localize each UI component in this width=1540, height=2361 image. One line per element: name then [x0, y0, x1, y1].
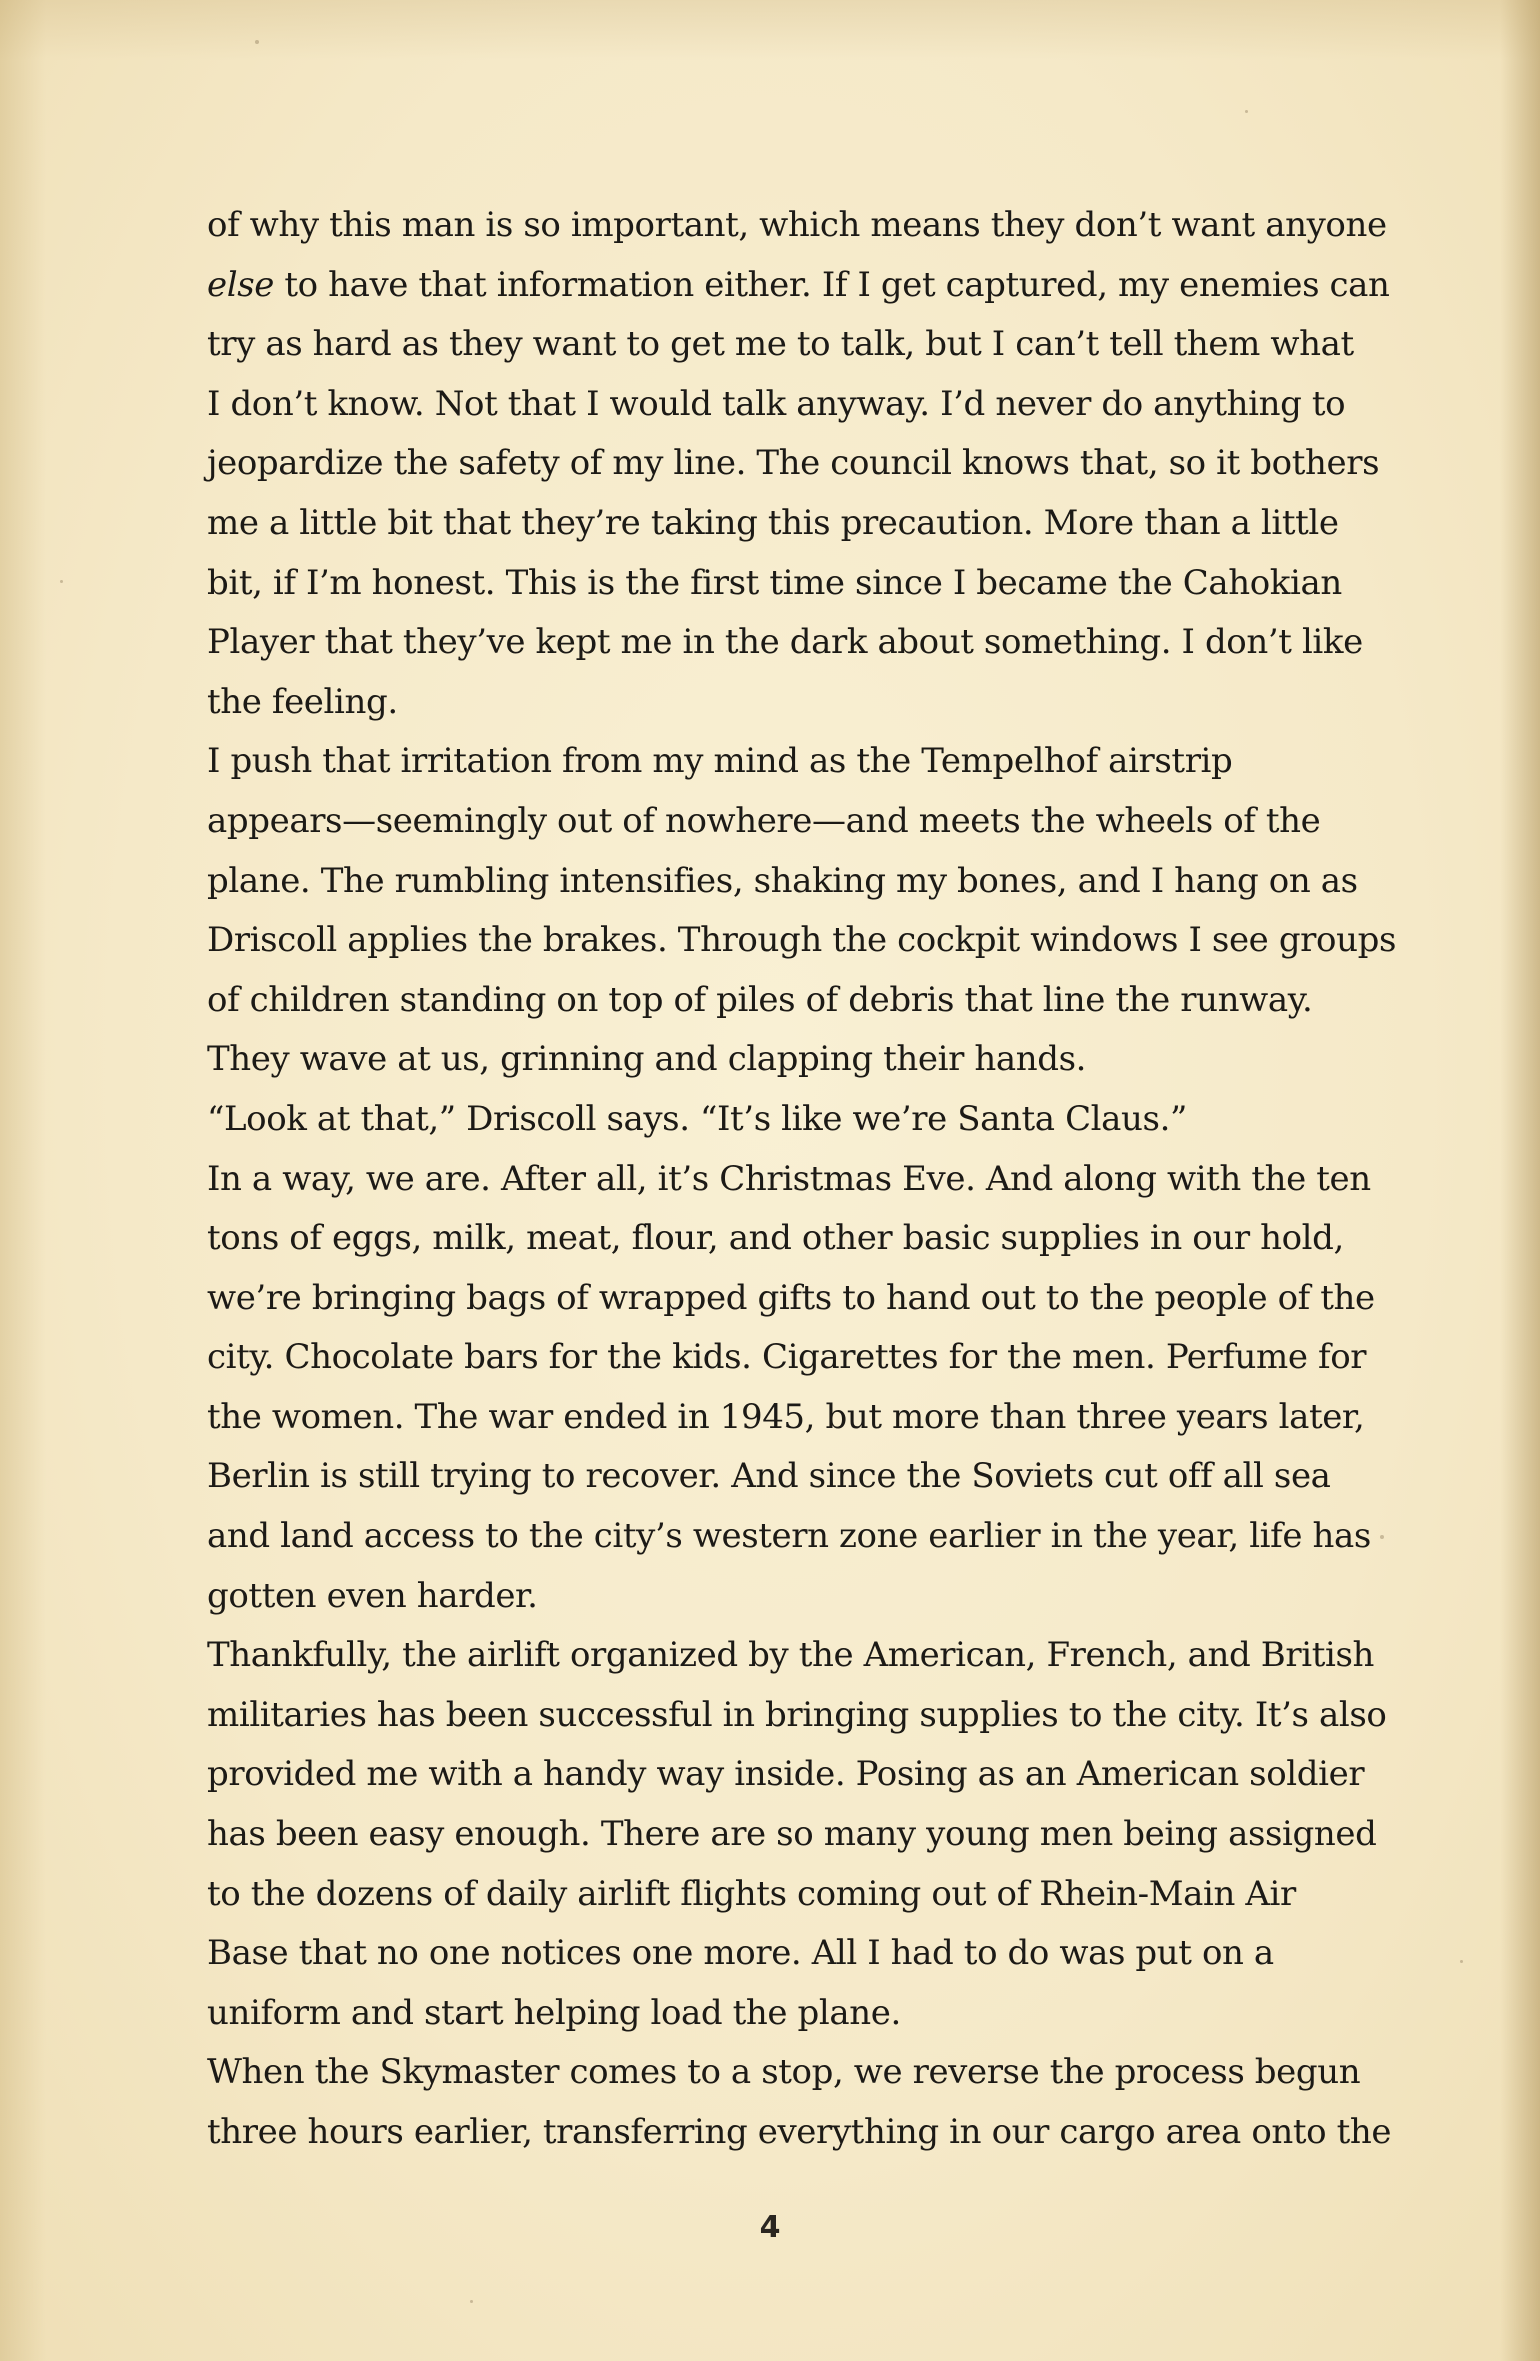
text-line: militaries has been successful in bringing supplies to the city. It’s also — [207, 1694, 1387, 1735]
text-line: uniform and start helping load the plane. — [207, 1992, 901, 2033]
page-shadow-top — [0, 0, 1540, 60]
paper-speck — [1460, 1960, 1463, 1963]
text-line: jeopardize the safety of my line. The council knows that, so it bothers — [207, 443, 1380, 484]
page-shadow-left — [0, 0, 46, 2361]
text-line: Thankfully, the airlift organized by the American, French, and British — [207, 1635, 1374, 1676]
text-line: provided me with a handy way inside. Posing as an American soldier — [207, 1754, 1365, 1795]
text-line: try as hard as they want to get me to talk, but I can’t tell them what — [207, 324, 1354, 365]
text-line: tons of eggs, milk, meat, flour, and other basic supplies in our hold, — [207, 1218, 1344, 1259]
line-text: to have that information either. If I get captured, my enemies can — [273, 264, 1390, 305]
text-line: They wave at us, grinning and clapping their hands. — [207, 1039, 1087, 1080]
text-line: bit, if I’m honest. This is the first time since I became the Cahokian — [207, 562, 1342, 603]
text-line: Driscoll applies the brakes. Through the cockpit windows I see groups — [207, 920, 1397, 961]
text-line: Base that no one notices one more. All I had to do was put on a — [207, 1933, 1274, 1974]
text-line: three hours earlier, transferring everything in our cargo area onto the — [207, 2112, 1392, 2152]
text-line: to the dozens of daily airlift flights coming out of Rhein-Main Air — [207, 1873, 1296, 1914]
text-line: appears—seemingly out of nowhere—and meets the wheels of the — [207, 800, 1321, 841]
text-line: In a way, we are. After all, it’s Christmas Eve. And along with the ten — [207, 1158, 1371, 1199]
body-text — [207, 196, 1407, 2163]
text-line: the women. The war ended in 1945, but more than three years later, — [207, 1396, 1365, 1437]
text-line: plane. The rumbling intensifies, shaking my bones, and I hang on as — [207, 860, 1358, 901]
page-number: 4 — [759, 2210, 781, 2245]
text-line: gotten even harder. — [207, 1575, 538, 1616]
text-line: I push that irritation from my mind as the Tempelhof airstrip — [207, 741, 1233, 782]
text-line: city. Chocolate bars for the kids. Cigarettes for the men. Perfume for — [207, 1337, 1367, 1378]
text-line: of why this man is so important, which means they don’t want anyone — [207, 205, 1387, 245]
text-line: “Look at that,” Driscoll says. “It’s like we’re Santa Claus.” — [207, 1098, 1187, 1139]
text-line: I don’t know. Not that I would talk anyway. I’d never do anything to — [207, 383, 1346, 424]
paper-speck — [470, 2300, 473, 2303]
text-line: we’re bringing bags of wrapped gifts to hand out to the people of the — [207, 1277, 1375, 1318]
text-line — [207, 256, 1407, 316]
text-line: Berlin is still trying to recover. And since the Soviets cut off all sea — [207, 1456, 1331, 1497]
paper-speck — [60, 580, 63, 583]
paper-speck — [1245, 110, 1248, 113]
text-line: and land access to the city’s western zone earlier in the year, life has — [207, 1516, 1371, 1557]
text-line: the feeling. — [207, 681, 398, 722]
italic-word: else — [207, 264, 274, 305]
text-line: me a little bit that they’re taking this precaution. More than a little — [207, 502, 1339, 543]
text-line: has been easy enough. There are so many young men being assigned — [207, 1814, 1377, 1855]
page-shadow-right — [1500, 0, 1540, 2361]
text-line: When the Skymaster comes to a stop, we reverse the process begun — [207, 2052, 1361, 2093]
paper-speck — [255, 40, 259, 44]
text-line: Player that they’ve kept me in the dark about something. I don’t like — [207, 622, 1363, 663]
text-line: of children standing on top of piles of debris that line the runway. — [207, 979, 1313, 1020]
